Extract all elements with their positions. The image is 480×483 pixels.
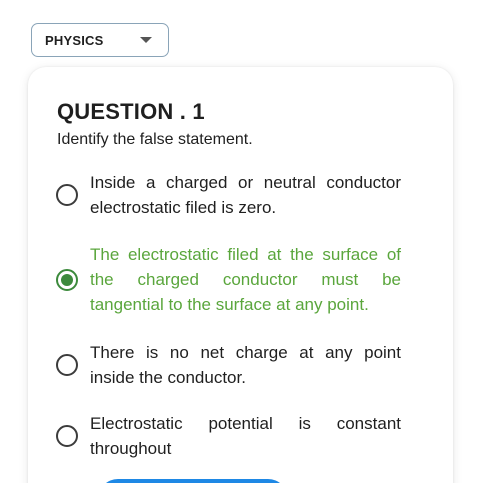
chevron-down-icon xyxy=(140,37,152,43)
answer-option-2[interactable] xyxy=(56,242,436,317)
submit-button[interactable] xyxy=(98,479,288,483)
radio-dot-icon xyxy=(61,274,73,286)
question-title: QUESTION . 1 xyxy=(57,99,205,124)
answer-option-text: Inside a charged or neutral conductor electrostatic filed is zero. xyxy=(90,173,401,217)
answer-option-text: Electrostatic potential is constant throughout xyxy=(90,414,401,458)
answer-option-text: The electrostatic filed at the surface of the charged conductor must be tangential to the surface at any point. xyxy=(90,245,401,314)
answer-option-1[interactable] xyxy=(56,170,436,220)
radio-button-icon[interactable] xyxy=(56,354,78,376)
radio-button-icon[interactable] xyxy=(56,184,78,206)
radio-button-selected-icon[interactable] xyxy=(56,269,78,291)
answer-option-text: There is no net charge at any point inside the conductor. xyxy=(90,343,401,387)
subject-dropdown[interactable] xyxy=(31,23,169,57)
question-prompt: Identify the false statement. xyxy=(57,131,253,148)
radio-button-icon[interactable] xyxy=(56,425,78,447)
question-card xyxy=(28,67,453,483)
answer-option-4[interactable] xyxy=(56,411,436,461)
answer-option-3[interactable] xyxy=(56,340,436,390)
subject-selected-label: PHYSICS xyxy=(45,32,104,48)
